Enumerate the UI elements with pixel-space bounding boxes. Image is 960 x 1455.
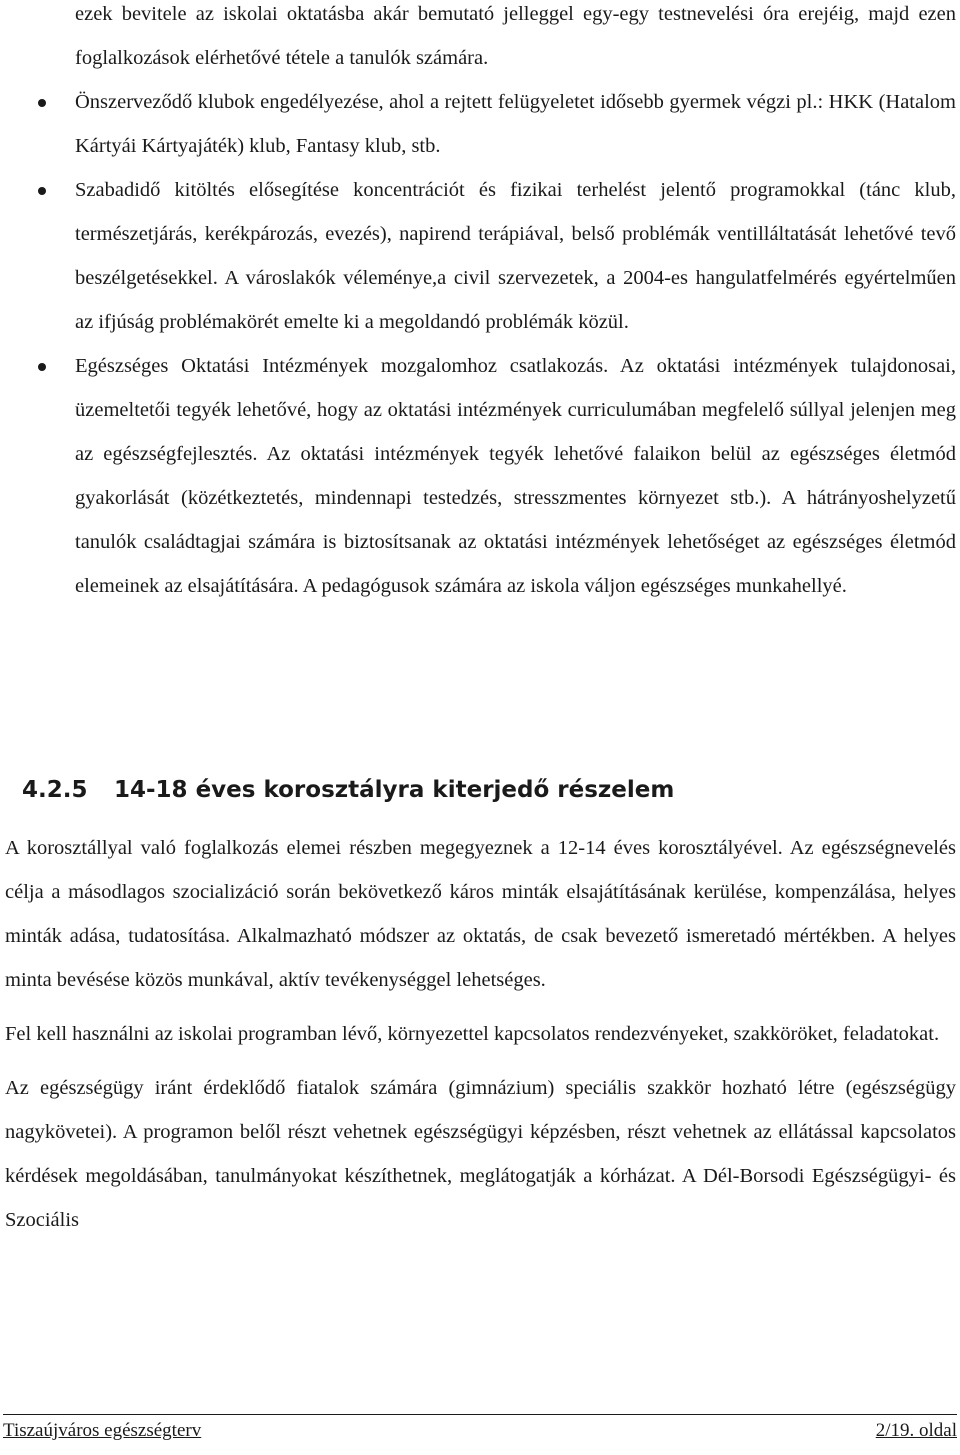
page-footer <box>3 1417 957 1445</box>
paragraph: Az egészségügy iránt érdeklődő fiatalok számára (gimnázium) speciális szakkör hozható létre (egészségügy nagykövetei). A programon belől részt vehetnek egészségügyi képzésben, részt vehetnek az ellátással kapcsolatos kérdések megoldásában, tanulmányokat készíthetnek, meglátogatják a kórházat. A Dél-Borsodi Egészségügyi- és Szociális <box>5 1077 956 1231</box>
bullet-dot-icon <box>38 363 46 371</box>
section-body <box>0 826 958 1242</box>
footer-divider <box>3 1414 957 1415</box>
paragraph: Fel kell használni az iskolai programban lévő, környezettel kapcsolatos rendezvényeket, szakköröket, feladatokat. <box>5 1023 940 1045</box>
intro-continuation: ezek bevitele az iskolai oktatásba akár bemutató jelleggel egy-egy testnevelési óra erejéig, majd ezen foglalkozások elérhetővé tétele a tanulók számára. <box>75 3 956 69</box>
bullet-text: Egészséges Oktatási Intézmények mozgalomhoz csatlakozás. Az oktatási intézmények tulajdonosai, üzemeltetői tegyék lehetővé, hogy az oktatási intézmények curriculumában megfelelő súllyal jelenjen meg az egészségfejlesztés. Az oktatási intézmények tegyék lehetővé falaikon belül az egészséges életmód gyakorlását (közétkeztetés, mindennapi testedzés, stresszmentes környezet stb.). A hátrányoshelyzetű tanulók családtagjai számára is biztosítsanak az oktatási intézmények lehetőséget az egészséges életmód elemeinek az elsajátítására. A pedagógusok számára az iskola váljon egészséges munkahellyé. <box>75 355 956 597</box>
section-heading <box>22 772 674 808</box>
bullet-item-leisure <box>0 168 958 344</box>
bullet-list <box>0 80 958 608</box>
bullet-dot-icon <box>38 99 46 107</box>
footer-title: Tiszaújváros egészségterv <box>3 1420 202 1441</box>
paragraph: A korosztállyal való foglalkozás elemei részben megegyeznek a 12-14 éves korosztályével. Az egészségnevelés célja a másodlagos szocializáció során bekövetkező káros minták elsajátításának kerülése, kompenzálása, helyes minták adása, tudatosítása. Alkalmazható módszer az oktatás, de csak bevezető ismeretadó mértékben. A helyes minta bevésése közös munkával, aktív tevékenységgel lehetséges. <box>5 837 956 991</box>
bullet-dot-icon <box>38 187 46 195</box>
bullet-item-healthy-schools <box>0 344 958 608</box>
bullet-text: Önszerveződő klubok engedélyezése, ahol a rejtett felügyeletet idősebb gyermek végzi pl.: HKK (Hatalom Kártyái Kártyajáték) klub, Fantasy klub, stb. <box>75 91 956 157</box>
section-number: 4.2.5 <box>22 777 88 803</box>
top-content <box>0 0 958 608</box>
section-title: 14-18 éves korosztályra kiterjedő részelem <box>114 777 675 803</box>
footer-page-number: 2/19. oldal <box>875 1420 957 1441</box>
bullet-text: Szabadidő kitöltés elősegítése koncentrációt és fizikai terhelést jelentő programokkal (tánc klub, természetjárás, kerékpározás, evezés), napirend terápiával, belső problémák ventilláltatását lehetővé tevő beszélgetésekkel. A városlakók véleménye,a civil szervezetek, a 2004-es hangulatfelmérés egyértelműen az ifjúság problémakörét emelte ki a megoldandó problémák közül. <box>75 179 956 333</box>
bullet-item-clubs <box>0 80 958 168</box>
